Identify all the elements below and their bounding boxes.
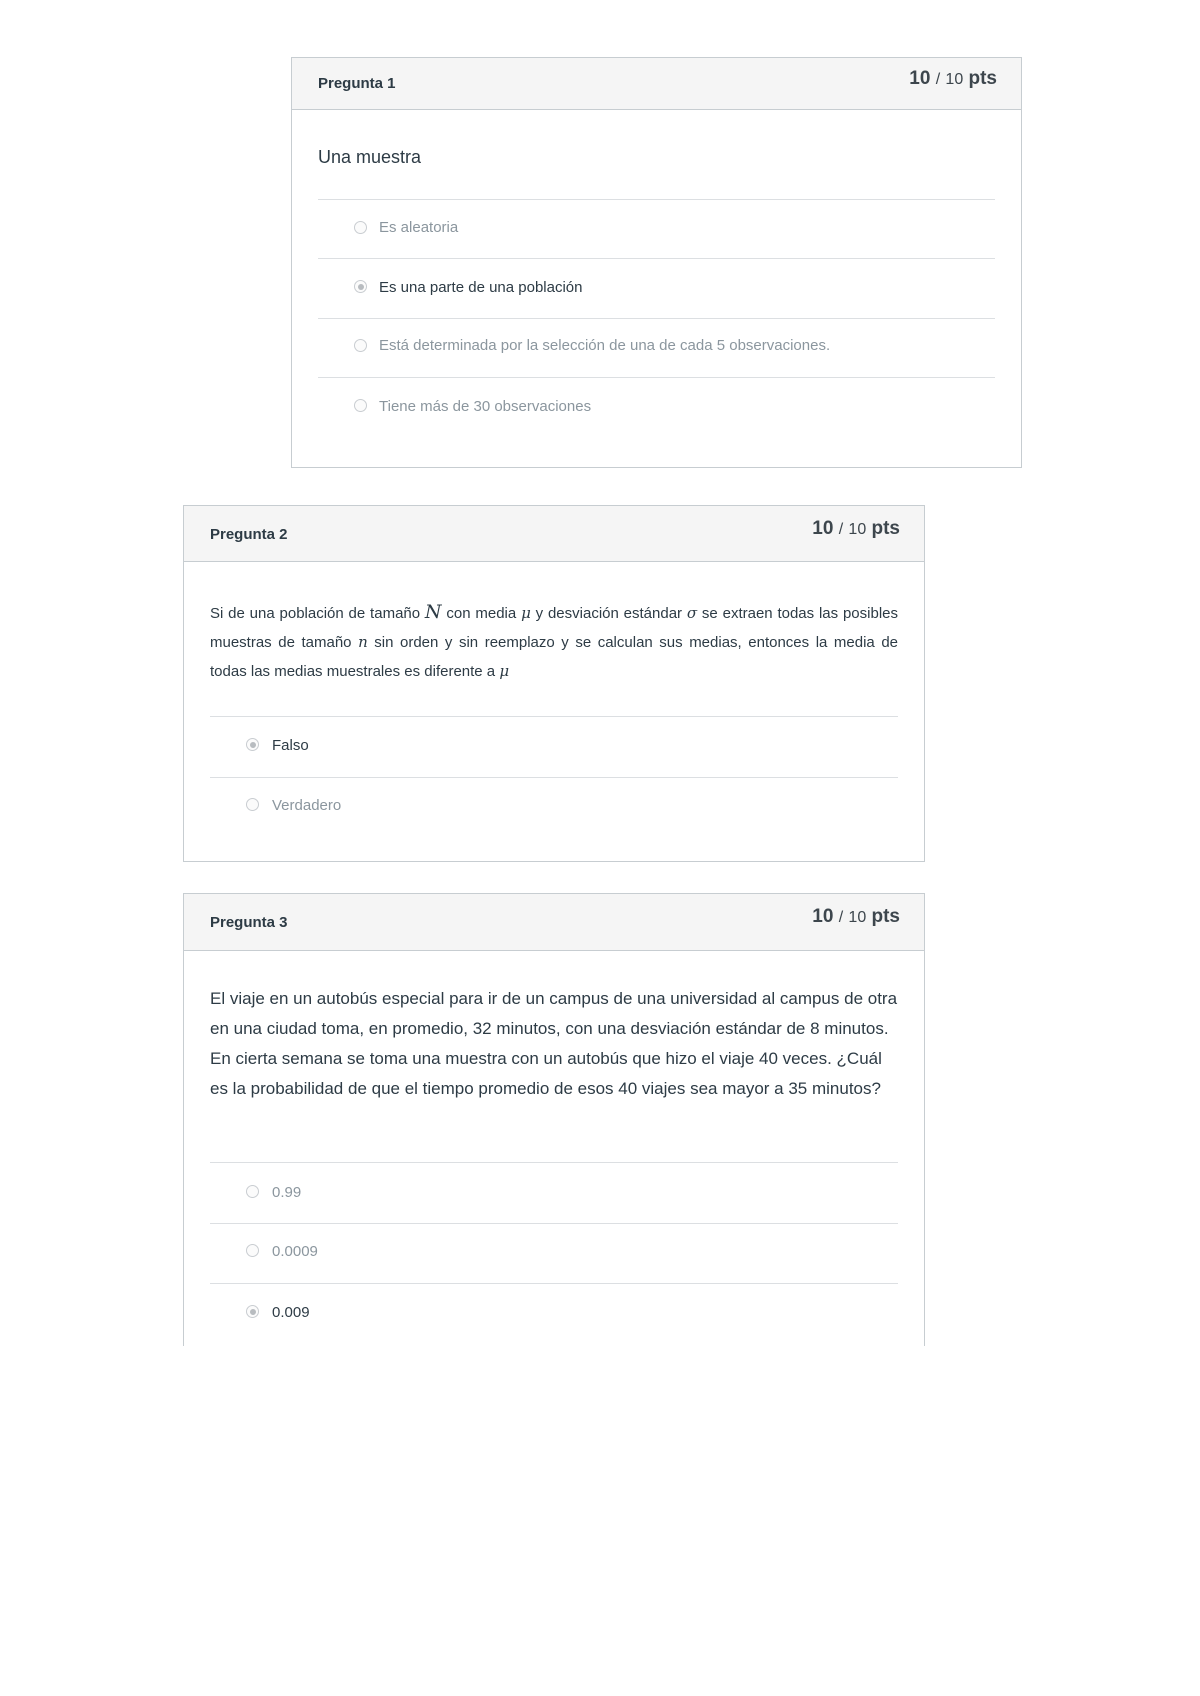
- points-max: 10: [945, 71, 964, 88]
- points-unit: pts: [871, 906, 900, 927]
- points-max: 10: [848, 521, 867, 538]
- answer-option[interactable]: [318, 319, 995, 378]
- question-header: [292, 58, 1021, 110]
- question-body: [292, 110, 1021, 438]
- points-score: 10: [812, 906, 834, 927]
- radio-button-checked[interactable]: [246, 1305, 259, 1318]
- radio-button-checked[interactable]: [354, 280, 367, 293]
- points-unit: pts: [968, 68, 997, 89]
- points-separator: /: [935, 71, 941, 88]
- question-card-1: [291, 57, 1022, 468]
- radio-button[interactable]: [246, 1244, 259, 1257]
- math-symbol-sigma: σ: [686, 604, 698, 622]
- answer-option[interactable]: [318, 378, 995, 438]
- question-body: [184, 562, 924, 838]
- points-separator: /: [838, 521, 844, 538]
- answer-list: [210, 1162, 898, 1344]
- points-max: 10: [848, 909, 867, 926]
- answer-label: Es una parte de una población: [379, 279, 583, 296]
- answer-option[interactable]: [210, 778, 898, 838]
- text-fragment: se extraen todas las posibles muestras de tamaño: [210, 605, 898, 651]
- question-text: El viaje en un autobús especial para ir de un campus de una universidad al campus de otra en una ciudad toma, en promedio, 32 minutos, con una desviación estándar de 8 minutos. En cierta semana se toma una muestra con un autobús que hizo el viaje 40 veces. ¿Cuál es la probabilidad de que el tiempo promedio de esos 40 viajes sea mayor a 35 minutos?: [210, 989, 898, 1098]
- question-points: [812, 906, 900, 928]
- answer-label: Falso: [272, 737, 309, 754]
- question-header: [184, 506, 924, 562]
- text-fragment: y desviación estándar: [530, 605, 687, 622]
- math-symbol-mu: μ: [521, 604, 531, 622]
- question-text: Una muestra: [318, 147, 422, 167]
- answer-label: 0.009: [272, 1304, 310, 1321]
- answer-label: Verdadero: [272, 797, 342, 814]
- points-score: 10: [812, 518, 834, 539]
- question-title: Pregunta 2: [210, 526, 288, 543]
- math-symbol-N: N: [424, 601, 442, 623]
- answer-label: Tiene más de 30 observaciones: [379, 398, 592, 415]
- radio-button[interactable]: [354, 221, 367, 234]
- answer-label: Está determinada por la selección de una de cada 5 observaciones.: [379, 337, 831, 354]
- text-fragment: Si de una población de tamaño: [210, 605, 425, 622]
- question-title: Pregunta 1: [318, 75, 396, 92]
- radio-button[interactable]: [246, 1185, 259, 1198]
- answer-option-selected[interactable]: [210, 1284, 898, 1344]
- answer-option[interactable]: [318, 200, 995, 259]
- math-symbol-n: n: [358, 633, 368, 651]
- radio-button[interactable]: [354, 339, 367, 352]
- answer-option[interactable]: [210, 1163, 898, 1224]
- question-header: [184, 894, 924, 951]
- answer-label: 0.0009: [272, 1243, 318, 1260]
- question-text: [210, 562, 898, 716]
- answer-option-selected[interactable]: [318, 259, 995, 319]
- radio-button[interactable]: [354, 399, 367, 412]
- text-fragment: con media: [441, 605, 522, 622]
- radio-button-checked[interactable]: [246, 738, 259, 751]
- answer-option[interactable]: [210, 1224, 898, 1284]
- math-symbol-mu: μ: [499, 662, 510, 680]
- question-card-3: [183, 893, 925, 1346]
- points-score: 10: [909, 68, 931, 89]
- answer-list: [318, 199, 995, 438]
- points-separator: /: [838, 909, 844, 926]
- points-unit: pts: [871, 518, 900, 539]
- answer-label: 0.99: [272, 1184, 302, 1201]
- question-card-2: [183, 505, 925, 862]
- question-points: [812, 518, 900, 540]
- answer-label: Es aleatoria: [379, 219, 459, 236]
- question-points: [909, 68, 997, 90]
- question-title: Pregunta 3: [210, 914, 288, 931]
- text-fragment: sin orden y sin reemplazo y se calculan sus medias, entonces la media de todas las medias muestrales es diferente a: [210, 634, 899, 680]
- answer-list: [210, 716, 898, 838]
- question-body: [184, 951, 924, 1344]
- answer-option-selected[interactable]: [210, 717, 898, 778]
- radio-button[interactable]: [246, 798, 259, 811]
